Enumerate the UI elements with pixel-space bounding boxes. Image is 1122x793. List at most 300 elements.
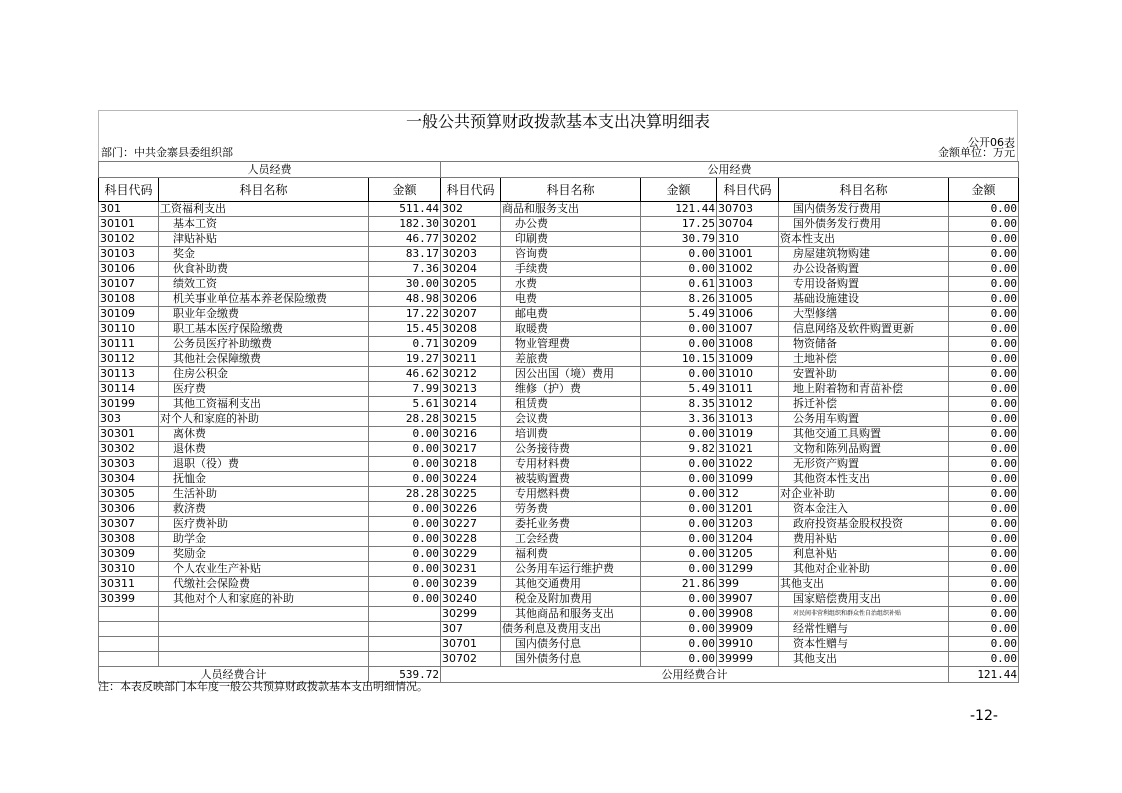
- public-name: 被装购置费: [501, 472, 641, 487]
- capital-code: 31203: [717, 517, 779, 532]
- public-name: 国内债务付息: [501, 637, 641, 652]
- public-amount: 0.00: [641, 562, 717, 577]
- capital-code: 31006: [717, 307, 779, 322]
- personnel-name: 代缴社会保险费: [159, 577, 369, 592]
- capital-amount: 0.00: [949, 292, 1019, 307]
- table-row: [99, 592, 1019, 607]
- capital-amount: 0.00: [949, 502, 1019, 517]
- personnel-code: [99, 622, 159, 637]
- public-amount: 0.00: [641, 487, 717, 502]
- capital-amount: 0.00: [949, 262, 1019, 277]
- public-amount: 21.86: [641, 577, 717, 592]
- public-amount: 0.00: [641, 427, 717, 442]
- table-row: [99, 352, 1019, 367]
- group-personnel: 人员经费: [99, 162, 441, 178]
- capital-amount: 0.00: [949, 592, 1019, 607]
- public-amount: 0.00: [641, 622, 717, 637]
- table-row: [99, 652, 1019, 667]
- personnel-amount: 48.98: [369, 292, 441, 307]
- table-row: [99, 217, 1019, 232]
- capital-code: 31201: [717, 502, 779, 517]
- public-name: 租赁费: [501, 397, 641, 412]
- table-row: [99, 562, 1019, 577]
- personnel-code: 30101: [99, 217, 159, 232]
- capital-amount: 0.00: [949, 277, 1019, 292]
- personnel-amount: 5.61: [369, 397, 441, 412]
- capital-code: 39910: [717, 637, 779, 652]
- personnel-amount: 0.00: [369, 547, 441, 562]
- public-code: 30211: [441, 352, 501, 367]
- personnel-code: 30310: [99, 562, 159, 577]
- public-code: 30229: [441, 547, 501, 562]
- table-row: [99, 367, 1019, 382]
- personnel-name: 生活补助: [159, 487, 369, 502]
- personnel-code: 30108: [99, 292, 159, 307]
- public-name: 维修（护）费: [501, 382, 641, 397]
- footnote: 注：本表反映部门本年度一般公共预算财政拨款基本支出明细情况。: [98, 680, 428, 693]
- personnel-amount: [369, 607, 441, 622]
- personnel-name: 奖金: [159, 247, 369, 262]
- public-name: 税金及附加费用: [501, 592, 641, 607]
- form-number: 公开06表: [968, 136, 1015, 149]
- table-row: [99, 397, 1019, 412]
- public-name: 委托业务费: [501, 517, 641, 532]
- capital-amount: 0.00: [949, 397, 1019, 412]
- table-row: [99, 412, 1019, 427]
- capital-name: 土地补偿: [779, 352, 949, 367]
- personnel-code: 30110: [99, 322, 159, 337]
- report-meta: [98, 133, 1018, 161]
- capital-code: 31002: [717, 262, 779, 277]
- public-amount: 0.00: [641, 532, 717, 547]
- personnel-name: 绩效工资: [159, 277, 369, 292]
- personnel-amount: 0.00: [369, 457, 441, 472]
- public-code: 30227: [441, 517, 501, 532]
- public-code: 30205: [441, 277, 501, 292]
- public-amount: 0.00: [641, 607, 717, 622]
- table-row: [99, 262, 1019, 277]
- personnel-amount: 17.22: [369, 307, 441, 322]
- header-name: 科目名称: [159, 178, 369, 202]
- capital-name: 公务用车购置: [779, 412, 949, 427]
- public-name: 物业管理费: [501, 337, 641, 352]
- personnel-name: 津贴补贴: [159, 232, 369, 247]
- public-amount: 0.00: [641, 637, 717, 652]
- personnel-code: 303: [99, 412, 159, 427]
- capital-amount: 0.00: [949, 352, 1019, 367]
- table-row: [99, 292, 1019, 307]
- expenditure-table: [98, 161, 1019, 683]
- table-row: [99, 307, 1019, 322]
- public-code: 30239: [441, 577, 501, 592]
- capital-amount: 0.00: [949, 607, 1019, 622]
- table-row: [99, 607, 1019, 622]
- personnel-code: 30308: [99, 532, 159, 547]
- personnel-amount: 0.00: [369, 592, 441, 607]
- header-amount: 金额: [949, 178, 1019, 202]
- personnel-amount: 7.99: [369, 382, 441, 397]
- capital-name: 经常性赠与: [779, 622, 949, 637]
- personnel-name: 离休费: [159, 427, 369, 442]
- capital-amount: 0.00: [949, 517, 1019, 532]
- public-amount: 0.61: [641, 277, 717, 292]
- personnel-code: 30109: [99, 307, 159, 322]
- personnel-total-value: 539.72: [369, 667, 441, 683]
- public-amount: 0.00: [641, 367, 717, 382]
- capital-amount: 0.00: [949, 562, 1019, 577]
- personnel-code: 30307: [99, 517, 159, 532]
- capital-name: 其他支出: [779, 577, 949, 592]
- personnel-amount: 0.00: [369, 442, 441, 457]
- personnel-amount: [369, 637, 441, 652]
- personnel-amount: 0.00: [369, 562, 441, 577]
- capital-name: 其他交通工具购置: [779, 427, 949, 442]
- capital-amount: 0.00: [949, 322, 1019, 337]
- capital-name: 资本金注入: [779, 502, 949, 517]
- personnel-name: [159, 637, 369, 652]
- capital-name: 国家赔偿费用支出: [779, 592, 949, 607]
- personnel-code: 30309: [99, 547, 159, 562]
- capital-amount: 0.00: [949, 427, 1019, 442]
- public-amount: 3.36: [641, 412, 717, 427]
- public-amount: 0.00: [641, 262, 717, 277]
- capital-amount: 0.00: [949, 622, 1019, 637]
- capital-code: 312: [717, 487, 779, 502]
- personnel-code: 30111: [99, 337, 159, 352]
- header-amount: 金额: [641, 178, 717, 202]
- capital-amount: 0.00: [949, 442, 1019, 457]
- personnel-name: 医疗费: [159, 382, 369, 397]
- capital-code: 30703: [717, 202, 779, 217]
- unit-label: 金额单位：万元: [938, 146, 1015, 159]
- capital-amount: 0.00: [949, 217, 1019, 232]
- personnel-amount: 182.30: [369, 217, 441, 232]
- capital-code: 39907: [717, 592, 779, 607]
- capital-code: 31205: [717, 547, 779, 562]
- public-name: 商品和服务支出: [501, 202, 641, 217]
- public-code: 30240: [441, 592, 501, 607]
- table-row: [99, 202, 1019, 217]
- personnel-name: 住房公积金: [159, 367, 369, 382]
- public-code: 30226: [441, 502, 501, 517]
- capital-code: 31010: [717, 367, 779, 382]
- personnel-amount: 0.00: [369, 577, 441, 592]
- public-name: 专用材料费: [501, 457, 641, 472]
- public-name: 公务用车运行维护费: [501, 562, 641, 577]
- personnel-amount: 0.00: [369, 532, 441, 547]
- capital-name: 专用设备购置: [779, 277, 949, 292]
- personnel-amount: 511.44: [369, 202, 441, 217]
- public-name: 水费: [501, 277, 641, 292]
- header-code: 科目代码: [717, 178, 779, 202]
- public-name: 其他交通费用: [501, 577, 641, 592]
- capital-name: 国内债务发行费用: [779, 202, 949, 217]
- public-name: 手续费: [501, 262, 641, 277]
- personnel-name: [159, 622, 369, 637]
- personnel-name: 抚恤金: [159, 472, 369, 487]
- personnel-name: 其他社会保障缴费: [159, 352, 369, 367]
- public-code: 30218: [441, 457, 501, 472]
- capital-name: 拆迁补偿: [779, 397, 949, 412]
- personnel-name: 退职（役）费: [159, 457, 369, 472]
- public-code: 30224: [441, 472, 501, 487]
- personnel-name: 工资福利支出: [159, 202, 369, 217]
- personnel-name: 奖励金: [159, 547, 369, 562]
- public-total-value: 121.44: [949, 667, 1019, 683]
- public-name: 福利费: [501, 547, 641, 562]
- personnel-name: 其他工资福利支出: [159, 397, 369, 412]
- personnel-code: 30112: [99, 352, 159, 367]
- personnel-amount: 0.00: [369, 427, 441, 442]
- personnel-name: 机关事业单位基本养老保险缴费: [159, 292, 369, 307]
- public-total-label: 公用经费合计: [441, 667, 949, 683]
- capital-amount: 0.00: [949, 472, 1019, 487]
- public-amount: 0.00: [641, 517, 717, 532]
- personnel-code: 30102: [99, 232, 159, 247]
- personnel-amount: 46.77: [369, 232, 441, 247]
- table-row: [99, 622, 1019, 637]
- personnel-amount: 19.27: [369, 352, 441, 367]
- capital-code: 310: [717, 232, 779, 247]
- capital-name: 房屋建筑物购建: [779, 247, 949, 262]
- personnel-amount: 15.45: [369, 322, 441, 337]
- personnel-amount: 30.00: [369, 277, 441, 292]
- personnel-name: 个人农业生产补贴: [159, 562, 369, 577]
- public-name: 劳务费: [501, 502, 641, 517]
- capital-name: 政府投资基金股权投资: [779, 517, 949, 532]
- capital-name: 安置补助: [779, 367, 949, 382]
- capital-code: 31013: [717, 412, 779, 427]
- capital-code: 31011: [717, 382, 779, 397]
- table-row: [99, 442, 1019, 457]
- personnel-name: 救济费: [159, 502, 369, 517]
- capital-name: 办公设备购置: [779, 262, 949, 277]
- public-amount: 0.00: [641, 457, 717, 472]
- report-title: 一般公共预算财政拨款基本支出决算明细表: [98, 110, 1018, 133]
- public-name: 会议费: [501, 412, 641, 427]
- table-row: [99, 532, 1019, 547]
- capital-code: 39999: [717, 652, 779, 667]
- table-row: [99, 232, 1019, 247]
- capital-code: 31009: [717, 352, 779, 367]
- public-name: 债务利息及费用支出: [501, 622, 641, 637]
- capital-amount: 0.00: [949, 337, 1019, 352]
- personnel-name: 职工基本医疗保险缴费: [159, 322, 369, 337]
- public-name: 工会经费: [501, 532, 641, 547]
- personnel-name: 其他对个人和家庭的补助: [159, 592, 369, 607]
- capital-name: 其他对企业补助: [779, 562, 949, 577]
- capital-amount: 0.00: [949, 577, 1019, 592]
- personnel-code: 30302: [99, 442, 159, 457]
- department-label: 部门：中共金寨县委组织部: [101, 146, 233, 159]
- capital-name: 物资储备: [779, 337, 949, 352]
- personnel-code: 301: [99, 202, 159, 217]
- group-public: 公用经费: [441, 162, 1019, 178]
- personnel-amount: 46.62: [369, 367, 441, 382]
- public-amount: 0.00: [641, 247, 717, 262]
- personnel-amount: [369, 622, 441, 637]
- header-name: 科目名称: [501, 178, 641, 202]
- personnel-code: 30303: [99, 457, 159, 472]
- capital-code: 31008: [717, 337, 779, 352]
- public-code: 307: [441, 622, 501, 637]
- header-code: 科目代码: [99, 178, 159, 202]
- table-row: [99, 247, 1019, 262]
- personnel-name: 退休费: [159, 442, 369, 457]
- personnel-amount: 0.00: [369, 472, 441, 487]
- personnel-code: [99, 652, 159, 667]
- table-row: [99, 517, 1019, 532]
- table-row: [99, 382, 1019, 397]
- personnel-code: 30106: [99, 262, 159, 277]
- personnel-code: 30114: [99, 382, 159, 397]
- personnel-code: 30399: [99, 592, 159, 607]
- personnel-total-label: 人员经费合计: [99, 667, 369, 683]
- capital-name: 资本性赠与: [779, 637, 949, 652]
- capital-amount: 0.00: [949, 202, 1019, 217]
- page-number: -12-: [970, 708, 998, 724]
- personnel-name: 助学金: [159, 532, 369, 547]
- public-code: 30299: [441, 607, 501, 622]
- personnel-amount: 0.71: [369, 337, 441, 352]
- public-code: 30206: [441, 292, 501, 307]
- table-row: [99, 322, 1019, 337]
- table-row: [99, 547, 1019, 562]
- public-amount: 8.26: [641, 292, 717, 307]
- public-amount: 17.25: [641, 217, 717, 232]
- personnel-name: 职业年金缴费: [159, 307, 369, 322]
- personnel-code: 30304: [99, 472, 159, 487]
- capital-code: 31001: [717, 247, 779, 262]
- public-name: 电费: [501, 292, 641, 307]
- public-code: 30202: [441, 232, 501, 247]
- capital-name: 信息网络及软件购置更新: [779, 322, 949, 337]
- personnel-code: 30311: [99, 577, 159, 592]
- public-code: 30208: [441, 322, 501, 337]
- public-amount: 0.00: [641, 337, 717, 352]
- capital-amount: 0.00: [949, 367, 1019, 382]
- capital-name: 费用补贴: [779, 532, 949, 547]
- table-row: [99, 277, 1019, 292]
- public-amount: 0.00: [641, 472, 717, 487]
- personnel-code: [99, 607, 159, 622]
- personnel-amount: 83.17: [369, 247, 441, 262]
- personnel-code: [99, 637, 159, 652]
- public-code: 30201: [441, 217, 501, 232]
- public-code: 30702: [441, 652, 501, 667]
- capital-amount: 0.00: [949, 652, 1019, 667]
- public-name: 国外债务付息: [501, 652, 641, 667]
- public-name: 培训费: [501, 427, 641, 442]
- personnel-amount: 0.00: [369, 502, 441, 517]
- table-row: [99, 457, 1019, 472]
- table-row: [99, 577, 1019, 592]
- public-name: 印刷费: [501, 232, 641, 247]
- capital-code: 31003: [717, 277, 779, 292]
- capital-name: 利息补贴: [779, 547, 949, 562]
- public-name: 其他商品和服务支出: [501, 607, 641, 622]
- capital-name: 对企业补助: [779, 487, 949, 502]
- capital-code: 31019: [717, 427, 779, 442]
- table-row: [99, 502, 1019, 517]
- personnel-amount: 0.00: [369, 517, 441, 532]
- public-code: 30213: [441, 382, 501, 397]
- capital-code: 31099: [717, 472, 779, 487]
- header-amount: 金额: [369, 178, 441, 202]
- public-name: 邮电费: [501, 307, 641, 322]
- capital-amount: 0.00: [949, 487, 1019, 502]
- public-amount: 0.00: [641, 652, 717, 667]
- capital-amount: 0.00: [949, 532, 1019, 547]
- capital-amount: 0.00: [949, 307, 1019, 322]
- public-amount: 9.82: [641, 442, 717, 457]
- personnel-amount: [369, 652, 441, 667]
- personnel-name: 对个人和家庭的补助: [159, 412, 369, 427]
- personnel-name: 伙食补助费: [159, 262, 369, 277]
- public-name: 咨询费: [501, 247, 641, 262]
- public-amount: 8.35: [641, 397, 717, 412]
- capital-name: 资本性支出: [779, 232, 949, 247]
- table-row: [99, 337, 1019, 352]
- public-amount: 30.79: [641, 232, 717, 247]
- public-amount: 0.00: [641, 547, 717, 562]
- capital-amount: 0.00: [949, 457, 1019, 472]
- capital-amount: 0.00: [949, 247, 1019, 262]
- capital-code: 31299: [717, 562, 779, 577]
- capital-code: 31007: [717, 322, 779, 337]
- table-row: [99, 472, 1019, 487]
- public-code: 30207: [441, 307, 501, 322]
- capital-name: 大型修缮: [779, 307, 949, 322]
- capital-code: 31022: [717, 457, 779, 472]
- personnel-code: 30306: [99, 502, 159, 517]
- personnel-amount: 7.36: [369, 262, 441, 277]
- personnel-amount: 28.28: [369, 487, 441, 502]
- public-code: 30215: [441, 412, 501, 427]
- public-code: 30214: [441, 397, 501, 412]
- capital-code: 30704: [717, 217, 779, 232]
- capital-code: 399: [717, 577, 779, 592]
- header-name: 科目名称: [779, 178, 949, 202]
- public-code: 30209: [441, 337, 501, 352]
- personnel-name: [159, 607, 369, 622]
- personnel-amount: 28.28: [369, 412, 441, 427]
- public-amount: 121.44: [641, 202, 717, 217]
- personnel-code: 30107: [99, 277, 159, 292]
- public-name: 公务接待费: [501, 442, 641, 457]
- public-name: 专用燃料费: [501, 487, 641, 502]
- public-code: 30217: [441, 442, 501, 457]
- capital-amount: 0.00: [949, 382, 1019, 397]
- table-row: [99, 427, 1019, 442]
- public-code: 30203: [441, 247, 501, 262]
- table-row: [99, 487, 1019, 502]
- public-code: 30216: [441, 427, 501, 442]
- public-name: 差旅费: [501, 352, 641, 367]
- public-name: 办公费: [501, 217, 641, 232]
- table-row: [99, 637, 1019, 652]
- public-amount: 0.00: [641, 322, 717, 337]
- public-amount: 0.00: [641, 502, 717, 517]
- public-code: 30231: [441, 562, 501, 577]
- capital-name: 地上附着物和青苗补偿: [779, 382, 949, 397]
- public-code: 30701: [441, 637, 501, 652]
- capital-name: 其他支出: [779, 652, 949, 667]
- capital-amount: 0.00: [949, 637, 1019, 652]
- capital-name: 其他资本性支出: [779, 472, 949, 487]
- public-code: 30225: [441, 487, 501, 502]
- personnel-name: [159, 652, 369, 667]
